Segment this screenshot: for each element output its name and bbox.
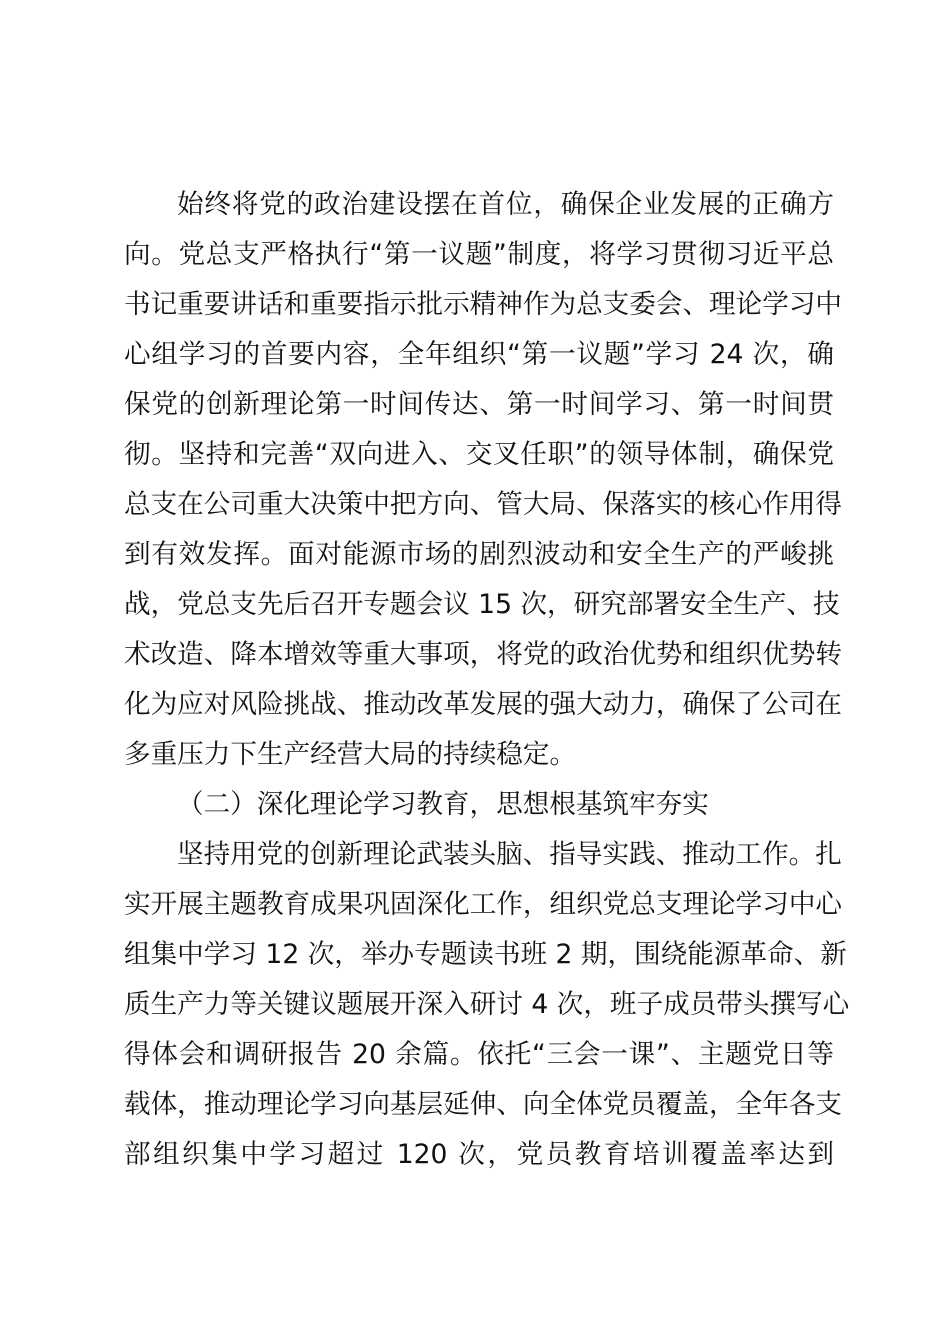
text-line: 实开展主题教育成果巩固深化工作，组织党总支理论学习中心	[124, 889, 843, 920]
text-line: 化为应对风险挑战、推动改革发展的强大动力，确保了公司在	[124, 689, 843, 720]
text-line: 质生产力等关键议题展开深入研讨 4 次，班子成员带头撰写心	[124, 989, 850, 1020]
section-heading: （二）深化理论学习教育，思想根基筑牢夯实	[177, 789, 709, 820]
text-line: 术改造、降本增效等重大事项，将党的政治优势和组织优势转	[124, 639, 843, 670]
text-line: 组集中学习 12 次，举办专题读书班 2 期，围绕能源革命、新	[124, 939, 847, 970]
text-line: 部组织集中学习超过 120 次，党员教育培训覆盖率达到	[124, 1139, 834, 1170]
text-line: 总支在公司重大决策中把方向、管大局、保落实的核心作用得	[124, 489, 843, 520]
text-line: 始终将党的政治建设摆在首位，确保企业发展的正确方	[177, 189, 834, 220]
text-line: 多重压力下生产经营大局的持续稳定。	[124, 739, 577, 770]
text-line: 书记重要讲话和重要指示批示精神作为总支委会、理论学习中	[124, 289, 843, 320]
text-line: 载体，推动理论学习向基层延伸、向全体党员覆盖，全年各支	[124, 1089, 843, 1120]
text-line: 到有效发挥。面对能源市场的剧烈波动和安全生产的严峻挑	[124, 539, 834, 570]
text-line: 保党的创新理论第一时间传达、第一时间学习、第一时间贯	[124, 389, 834, 420]
text-line: 向。党总支严格执行“第一议题”制度，将学习贯彻习近平总	[124, 239, 834, 270]
paragraph-theory-study	[124, 830, 850, 1180]
text-line: 心组学习的首要内容，全年组织“第一议题”学习 24 次，确	[124, 339, 834, 370]
document-body	[124, 180, 850, 1180]
paragraph-political-building	[124, 180, 843, 780]
text-line: 彻。坚持和完善“双向进入、交叉任职”的领导体制，确保党	[124, 439, 834, 470]
text-line: 战，党总支先后召开专题会议 15 次，研究部署安全生产、技	[124, 589, 840, 620]
text-line: 得体会和调研报告 20 余篇。依托“三会一课”、主题党日等	[124, 1039, 834, 1070]
text-line: 坚持用党的创新理论武装头脑、指导实践、推动工作。扎	[177, 839, 842, 870]
